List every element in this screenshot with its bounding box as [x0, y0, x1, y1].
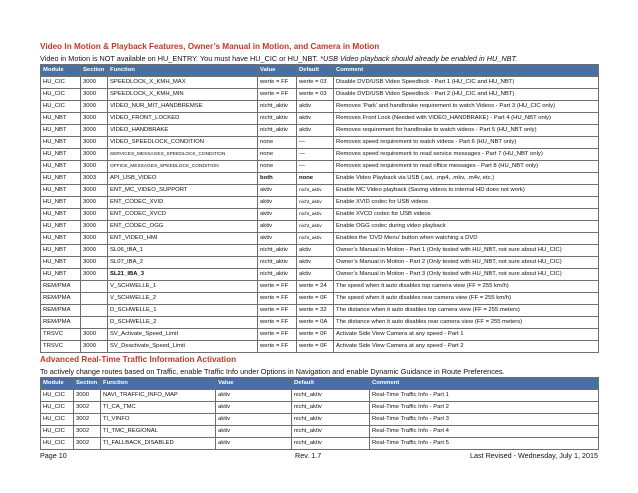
cell-section: 3000 [81, 89, 108, 101]
cell-comment: Removes Front Lock (Needed with VIDEO_HANDBRAKE) - Part 4 (HU_NBT only) [334, 113, 599, 125]
table-row [41, 341, 599, 353]
cell-value: aktiv [216, 414, 292, 426]
cell-function: SL21_IBA_3 [108, 269, 258, 281]
table-row [41, 125, 599, 137]
table-row [41, 390, 599, 402]
cell-module: TRSVC [41, 329, 81, 341]
table-row [41, 269, 599, 281]
cell-default: werte = 03 [297, 77, 334, 89]
cell-default: nicht_aktiv [292, 390, 370, 402]
cell-section: 3000 [81, 329, 108, 341]
cell-section: 3000 [81, 245, 108, 257]
cell-comment: Activate Side View Camera at any speed - Part 2 [334, 341, 599, 353]
cell-module: HU_NBT [41, 233, 81, 245]
cell-module: HU_NBT [41, 137, 81, 149]
cell-default: werte = 32 [297, 305, 334, 317]
cell-default: nicht_aktiv [297, 221, 334, 233]
cell-default: — [297, 161, 334, 173]
cell-section [81, 305, 108, 317]
cell-value: werte = FF [258, 341, 297, 353]
cell-value: aktiv [258, 209, 297, 221]
cell-function: TI_CA_TMC [101, 402, 216, 414]
cell-default: nicht_aktiv [292, 414, 370, 426]
table-row [41, 233, 599, 245]
cell-module: HU_NBT [41, 173, 81, 185]
video-settings-table [40, 64, 599, 353]
cell-default: none [297, 173, 334, 185]
cell-comment: The speed when it auto disables top camera view (FF = 255 km/h) [334, 281, 599, 293]
cell-section: 3002 [74, 438, 101, 450]
cell-value: nicht_aktiv [258, 125, 297, 137]
section1-subtitle [40, 54, 517, 63]
table-row [41, 305, 599, 317]
cell-comment: Enable MC Video playback (Saving videos to internal HD does not work) [334, 185, 599, 197]
cell-comment: Activate Side View Camera at any speed - Part 1 [334, 329, 599, 341]
cell-section [81, 293, 108, 305]
cell-function: ENT_CODEC_XVCD [108, 209, 258, 221]
cell-comment: Removes ‘Park’ and handbrake requirement to watch Videos - Part 3 (HU_CIC only) [334, 101, 599, 113]
section1-title: Video In Motion & Playback Features, Owner’s Manual in Motion, and Camera in Motion [40, 42, 380, 51]
section1-subtitle-italic: *USB Video playback should already be enabled in HU_NBT. [320, 54, 518, 63]
cell-comment: Enable Video Playback via USB (.avi, .mp4, .mkv, .m4v, etc.) [334, 173, 599, 185]
cell-section: 3002 [74, 402, 101, 414]
cell-value: werte = FF [258, 89, 297, 101]
cell-comment: Disable DVD/USB Video Speedlock - Part 2 (HU_CIC and HU_NBT) [334, 89, 599, 101]
cell-function: SV_Activate_Speed_Limit [108, 329, 258, 341]
cell-section: 3000 [81, 77, 108, 89]
cell-function: ENT_VIDEO_HMI [108, 233, 258, 245]
cell-module: HU_NBT [41, 269, 81, 281]
cell-module: HU_NBT [41, 161, 81, 173]
cell-comment: Owner’s Manual in Motion - Part 3 (Only tested with HU_NBT, not sure about HU_CIC) [334, 269, 599, 281]
section1-subtitle-plain: Video in Motion is NOT available on HU_ENTRY. You must have HU_CIC or HU_NBT. [40, 54, 321, 63]
cell-function: VIDEO_HANDBRAKE [108, 125, 258, 137]
cell-section: 3000 [81, 161, 108, 173]
cell-module: HU_CIC [41, 89, 81, 101]
table-row [41, 185, 599, 197]
cell-comment: Enable XVCD codec for USB videos [334, 209, 599, 221]
table-row [41, 173, 599, 185]
cell-function: OFFICE_MESSAGES_SPEEDLOCK_CONDITION [108, 161, 258, 173]
cell-value: nicht_aktiv [258, 269, 297, 281]
column-header-comment: Comment [370, 378, 599, 390]
cell-comment: Removes speed requirement to watch videos - Part 6 (HU_NBT only) [334, 137, 599, 149]
cell-comment: Real-Time Traffic Info - Part 3 [370, 414, 599, 426]
cell-default: aktiv [297, 113, 334, 125]
cell-module: HU_NBT [41, 113, 81, 125]
cell-value: nicht_aktiv [258, 101, 297, 113]
table-row [41, 317, 599, 329]
cell-module: HU_NBT [41, 257, 81, 269]
cell-module: HU_CIC [41, 438, 74, 450]
cell-comment: Real-Time Traffic Info - Part 4 [370, 426, 599, 438]
cell-default: aktiv [297, 257, 334, 269]
cell-value: werte = FF [258, 293, 297, 305]
cell-value: aktiv [216, 426, 292, 438]
table-row [41, 426, 599, 438]
cell-module: HU_NBT [41, 245, 81, 257]
column-header-section: Section [74, 378, 101, 390]
cell-module: HU_NBT [41, 221, 81, 233]
cell-value: aktiv [216, 402, 292, 414]
section2-subtitle: To actively change routes based on Traffic, enable Traffic Info under Options in Navigation and enable Dynamic Guidance in Route Preferences. [40, 367, 505, 376]
cell-default: nicht_aktiv [297, 185, 334, 197]
cell-value: werte = FF [258, 329, 297, 341]
table-row [41, 149, 599, 161]
table-row [41, 414, 599, 426]
cell-section: 3003 [81, 173, 108, 185]
cell-value: aktiv [216, 390, 292, 402]
table-row [41, 137, 599, 149]
column-header-module: Module [41, 65, 81, 77]
cell-function: SPEEDLOCK_X_KMH_MAX [108, 77, 258, 89]
cell-comment: The distance when it auto disables rear camera view (FF = 255 meters) [334, 317, 599, 329]
cell-value: nicht_aktiv [258, 257, 297, 269]
cell-section: 3000 [81, 197, 108, 209]
column-header-comment: Comment [334, 65, 599, 77]
cell-value: aktiv [258, 185, 297, 197]
cell-section: 3000 [81, 209, 108, 221]
cell-section: 3000 [81, 269, 108, 281]
cell-module: HU_CIC [41, 414, 74, 426]
cell-default: aktiv [297, 125, 334, 137]
cell-section: 3000 [81, 221, 108, 233]
cell-default: werte = 0A [297, 317, 334, 329]
cell-value: nicht_aktiv [258, 113, 297, 125]
cell-value: werte = FF [258, 305, 297, 317]
cell-section: 3000 [81, 341, 108, 353]
cell-comment: Owner’s Manual in Motion - Part 2 (Only tested with HU_NBT, not sure about HU_CIC) [334, 257, 599, 269]
column-header-value: Value [216, 378, 292, 390]
cell-function: D_SCHWELLE_1 [108, 305, 258, 317]
table-row [41, 438, 599, 450]
cell-default: nicht_aktiv [297, 209, 334, 221]
cell-value: aktiv [258, 221, 297, 233]
cell-module: HU_CIC [41, 390, 74, 402]
cell-function: TI_TMC_REGIONAL [101, 426, 216, 438]
cell-module: HU_CIC [41, 101, 81, 113]
cell-module: HU_CIC [41, 426, 74, 438]
table-row [41, 89, 599, 101]
last-revised: Last Revised - Wednesday, July 1, 2015 [470, 451, 598, 460]
cell-comment: Real-Time Traffic Info - Part 2 [370, 402, 599, 414]
column-header-default: Default [297, 65, 334, 77]
cell-function: TI_FALLBACK_DISABLED [101, 438, 216, 450]
cell-section: 3000 [81, 185, 108, 197]
column-header-function: Function [101, 378, 216, 390]
table-row [41, 113, 599, 125]
cell-value: werte = FF [258, 77, 297, 89]
cell-section: 3000 [81, 101, 108, 113]
cell-function: VIDEO_NUR_MIT_HANDBREMSE [108, 101, 258, 113]
cell-default: nicht_aktiv [297, 197, 334, 209]
table-row [41, 77, 599, 89]
cell-function: NAVI_TRAFFIC_INFO_MAP [101, 390, 216, 402]
cell-value: werte = FF [258, 281, 297, 293]
table-row [41, 209, 599, 221]
cell-comment: Disable DVD/USB Video Speedlock - Part 1 (HU_CIC and HU_NBT) [334, 77, 599, 89]
cell-function: V_SCHWELLE_1 [108, 281, 258, 293]
table-row [41, 197, 599, 209]
cell-module: REM/PMA [41, 317, 81, 329]
cell-value: both [258, 173, 297, 185]
cell-function: V_SCHWELLE_2 [108, 293, 258, 305]
column-header-value: Value [258, 65, 297, 77]
cell-section: 3000 [81, 137, 108, 149]
cell-default: nicht_aktiv [297, 233, 334, 245]
cell-comment: Real-Time Traffic Info - Part 5 [370, 438, 599, 450]
cell-default: aktiv [297, 101, 334, 113]
cell-section: 3002 [74, 414, 101, 426]
cell-function: SPEEDLOCK_X_KMH_MIN [108, 89, 258, 101]
cell-comment: The speed when it auto disables rear camera view (FF = 255 km/h) [334, 293, 599, 305]
cell-comment: Enable XVID codec for USB videos [334, 197, 599, 209]
cell-value: none [258, 161, 297, 173]
table-row [41, 161, 599, 173]
cell-module: REM/PMA [41, 281, 81, 293]
section2-title: Advanced Real-Time Traffic Information Activation [40, 355, 237, 364]
cell-comment: Removes requirement for handbrake to watch videos - Part 5 (HU_NBT only) [334, 125, 599, 137]
cell-comment: The distance when it auto disables top camera view (FF = 255 meters) [334, 305, 599, 317]
cell-function: D_SCHWELLE_2 [108, 317, 258, 329]
cell-default: werte = 03 [297, 89, 334, 101]
column-header-default: Default [292, 378, 370, 390]
cell-module: HU_NBT [41, 125, 81, 137]
cell-function: SV_Deactivate_Speed_Limit [108, 341, 258, 353]
cell-comment: Enables the ‘DVD Menu’ button when watching a DVD [334, 233, 599, 245]
cell-module: REM/PMA [41, 305, 81, 317]
cell-value: aktiv [258, 197, 297, 209]
table-row [41, 257, 599, 269]
cell-function: SERVICES_MESSAGES_SPEEDLOCK_CONDITION [108, 149, 258, 161]
cell-section: 3000 [81, 257, 108, 269]
table-row [41, 293, 599, 305]
column-header-module: Module [41, 378, 74, 390]
cell-module: HU_NBT [41, 149, 81, 161]
cell-value: none [258, 137, 297, 149]
table-row [41, 101, 599, 113]
cell-function: API_USB_VIDEO [108, 173, 258, 185]
table-row [41, 221, 599, 233]
cell-section: 3000 [81, 125, 108, 137]
cell-module: TRSVC [41, 341, 81, 353]
cell-comment: Removes speed requirement to read service messages - Part 7 (HU_NBT only) [334, 149, 599, 161]
cell-section: 3000 [81, 113, 108, 125]
cell-default: nicht_aktiv [292, 426, 370, 438]
cell-module: HU_NBT [41, 185, 81, 197]
cell-module: REM/PMA [41, 293, 81, 305]
cell-value: werte = FF [258, 317, 297, 329]
cell-default: nicht_aktiv [292, 438, 370, 450]
table-row [41, 402, 599, 414]
cell-section: 3000 [74, 390, 101, 402]
cell-value: aktiv [216, 438, 292, 450]
table-row [41, 245, 599, 257]
cell-value: nicht_aktiv [258, 245, 297, 257]
cell-function: VIDEO_SPEEDLOCK_CONDITION [108, 137, 258, 149]
cell-function: VIDEO_FRONT_LOCKED [108, 113, 258, 125]
cell-default: — [297, 137, 334, 149]
column-header-function: Function [108, 65, 258, 77]
cell-section: 3002 [74, 426, 101, 438]
cell-default: nicht_aktiv [292, 402, 370, 414]
cell-default: — [297, 149, 334, 161]
table-header-row [41, 65, 599, 77]
cell-module: HU_NBT [41, 197, 81, 209]
cell-function: TI_VINFO [101, 414, 216, 426]
cell-default: aktiv [297, 245, 334, 257]
cell-value: aktiv [258, 233, 297, 245]
revision: Rev. 1.7 [295, 451, 322, 460]
cell-default: werte = 24 [297, 281, 334, 293]
cell-comment: Enable OGG codec during video playback [334, 221, 599, 233]
cell-section [81, 281, 108, 293]
cell-default: werte = 0F [297, 341, 334, 353]
cell-comment: Real-Time Traffic Info - Part 1 [370, 390, 599, 402]
cell-comment: Owner’s Manual in Motion - Part 1 (Only tested with HU_NBT, not sure about HU_CIC) [334, 245, 599, 257]
cell-function: ENT_MC_VIDEO_SUPPORT [108, 185, 258, 197]
cell-default: werte = 0F [297, 293, 334, 305]
cell-module: HU_NBT [41, 209, 81, 221]
cell-section: 3000 [81, 149, 108, 161]
cell-function: SL06_IBA_1 [108, 245, 258, 257]
traffic-settings-table [40, 377, 599, 450]
cell-default: aktiv [297, 269, 334, 281]
cell-section: 3000 [81, 233, 108, 245]
cell-module: HU_CIC [41, 402, 74, 414]
cell-module: HU_CIC [41, 77, 81, 89]
page-number: Page 10 [40, 451, 67, 460]
cell-section [81, 317, 108, 329]
table-header-row [41, 378, 599, 390]
table-row [41, 281, 599, 293]
cell-function: SL07_IBA_2 [108, 257, 258, 269]
cell-function: ENT_CODEC_OGG [108, 221, 258, 233]
cell-value: none [258, 149, 297, 161]
table-row [41, 329, 599, 341]
cell-default: werte = 0F [297, 329, 334, 341]
cell-function: ENT_CODEC_XVID [108, 197, 258, 209]
column-header-section: Section [81, 65, 108, 77]
cell-comment: Removes speed requirement to read office messages - Part 8 (HU_NBT only) [334, 161, 599, 173]
